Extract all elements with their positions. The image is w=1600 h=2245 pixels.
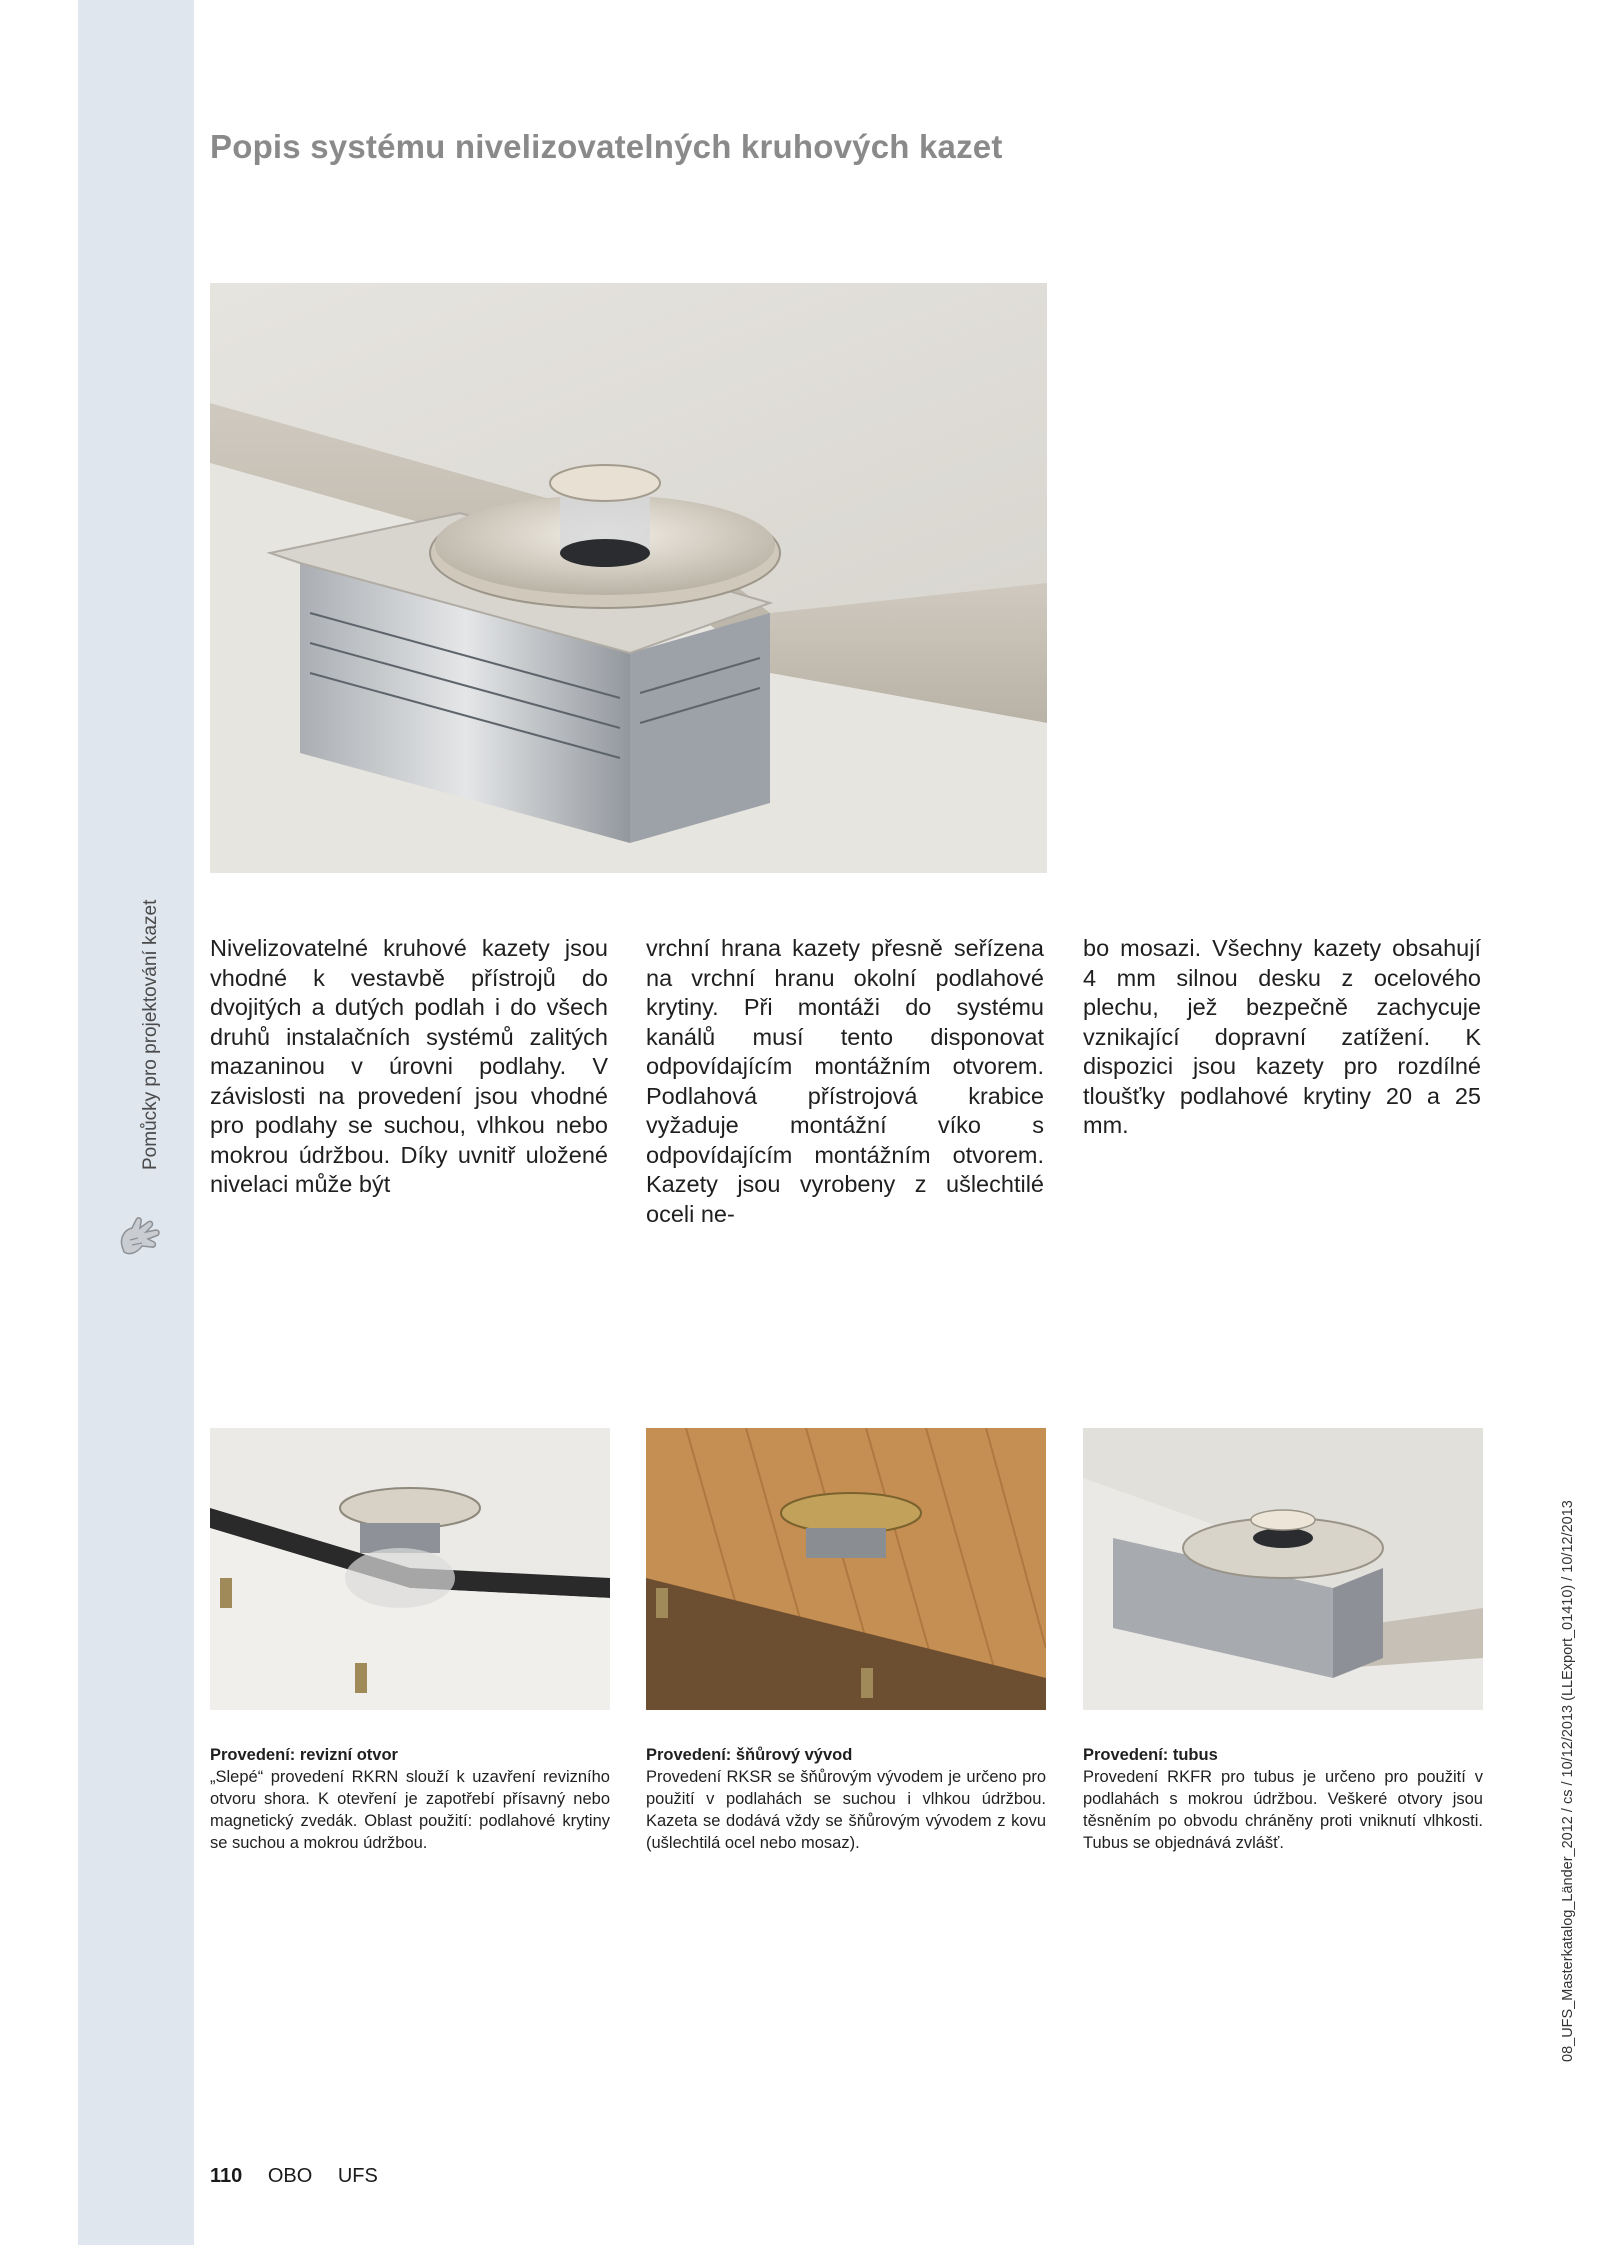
intro-column-3: bo mosazi. Všechny kazety obsahují 4 mm silnou desku z ocelového plechu, jež bezpečně zachycuje vznikající dopravní zatížení. K dispozici jsou kazety pro rozdílné tloušťky podlahové krytiny 20 a 25 mm. (1083, 935, 1481, 1138)
image-cord-outlet (646, 1428, 1046, 1710)
caption-title: Provedení: revizní otvor (210, 1746, 398, 1764)
caption-title: Provedení: šňůrový vývod (646, 1746, 853, 1764)
section-name: UFS (337, 2165, 378, 2187)
page-title: Popis systému nivelizovatelných kruhových kazet (210, 128, 1003, 165)
sidebar-label: Pomůcky pro projektování kazet (140, 899, 161, 1170)
image-revision-opening (210, 1428, 610, 1710)
catalog-export-note: 08_UFS_Masterkatalog_Länder_2012 / cs / 10/12/2013 (LLExport_01410) / 10/12/2013 (1560, 1500, 1576, 2062)
caption-revision-opening (210, 1744, 610, 1854)
intro-column-1: Nivelizovatelné kruhové kazety jsou vhodné k vestavbě přístrojů do dvojitých a dutých podlah i do všech druhů instalačních systémů zalitých mazaninou v úrovni podlahy. V závislosti na provedení jsou vhodné pro podlahy se suchou, vlhkou nebo mokrou údržbou. Díky uvnitř uložené nivelaci může být (210, 935, 608, 1197)
page-footer (210, 2165, 398, 2188)
sidebar-band (78, 0, 194, 2245)
caption-body: Provedení RKSR se šňůrovým vývodem je určeno pro použití v podlahách se suchou i vlhkou údržbou. Kazeta se dodává vždy se šňůrovým vývodem z kovu (ušlechtilá ocel nebo mosaz). (646, 1768, 1046, 1852)
intro-column-2: vrchní hrana kazety přesně seřízena na vrchní hranu okolní podlahové krytiny. Při montáži do systému kanálů musí tento disponovat odpovídajícím montážním otvorem. Podlahová přístrojová krabice vyžaduje montážní víko s odpovídajícím montážním otvorem. Kazety jsou vyrobeny z ušlechtilé oceli ne- (646, 935, 1044, 1227)
hero-image (210, 283, 1047, 873)
caption-body: „Slepé“ provedení RKRN slouží k uzavření revizního otvoru shora. K otevření je zapotřebí přísavný nebo magnetický zvedák. Oblast použití: podlahové krytiny se suchou a mokrou údržbou. (210, 1768, 610, 1852)
caption-title: Provedení: tubus (1083, 1746, 1218, 1764)
hand-icon (112, 1210, 170, 1268)
page-number: 110 (210, 2165, 243, 2187)
brand-name: OBO (267, 2165, 313, 2187)
image-tubus (1083, 1428, 1483, 1710)
caption-tubus (1083, 1744, 1483, 1854)
caption-body: Provedení RKFR pro tubus je určeno pro použití v podlahách s mokrou údržbou. Veškeré otvory jsou těsněním po obvodu chráněny proti vniknutí vlhkosti. Tubus se objednává zvlášť. (1083, 1768, 1483, 1852)
caption-cord-outlet (646, 1744, 1046, 1854)
